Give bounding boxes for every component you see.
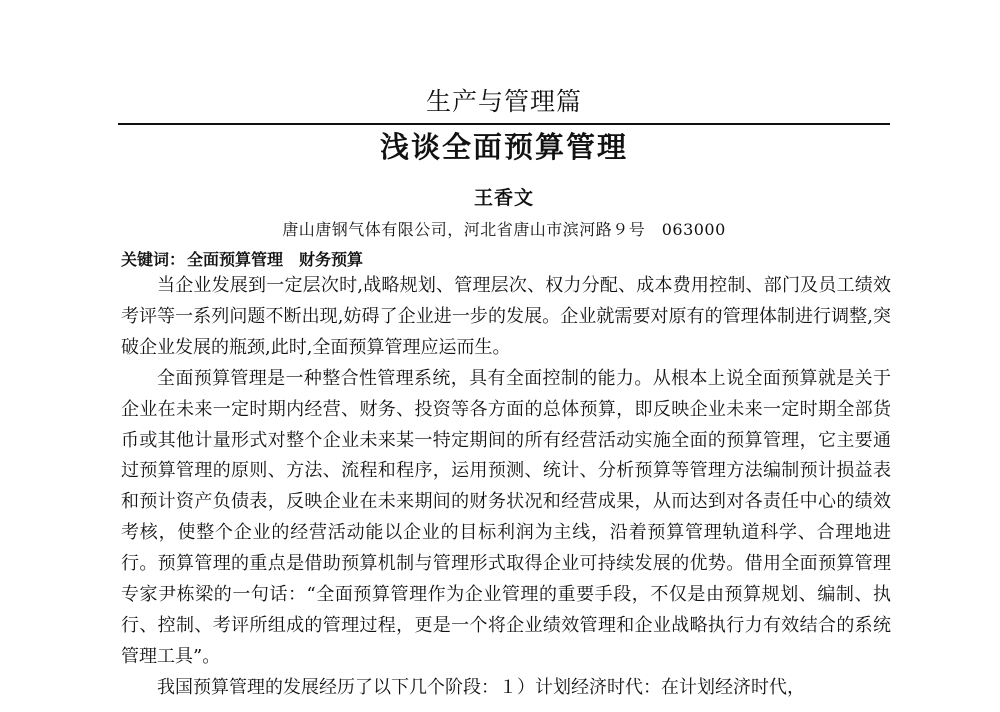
author-name: 王香文 <box>473 187 534 209</box>
article-body <box>121 271 891 704</box>
article-title: 浅谈全面预算管理 <box>379 130 628 164</box>
body-paragraph: 我国预算管理的发展经历了以下几个阶段：１）计划经济时代：在计划经济时代， <box>157 676 805 698</box>
author-affiliation: 唐山唐钢气体有限公司，河北省唐山市滨河路９号 063000 <box>282 220 726 239</box>
body-paragraph: 当企业发展到一定层次时,战略规划、管理层次、权力分配、成本费用控制、部门及员工绩效考评等一系列问题不断出现,妨碍了企业进一步的发展。企业就需要对原有的管理体制进行调整,突破企业发展的瓶颈,此时,全面预算管理应运而生。 <box>121 275 891 358</box>
body-paragraph: 全面预算管理是一种整合性管理系统，具有全面控制的能力。从根本上说全面预算就是关于企业在未来一定时期内经营、财务、投资等各方面的总体预算，即反映企业未来一定时期全部货币或其他计量形式对整个企业未来某一特定期间的所有经营活动实施全面的预算管理，它主要通过预算管理的原则、方法、流程和程序，运用预测、统计、分析预算等管理方法编制预计损益表和预计资产负债表，反映企业在未来期间的财务状况和经营成果，从而达到对各责任中心的绩效考核，使整个企业的经营活动能以企业的目标利润为主线，沿着预算管理轨道科学、合理地进行。预算管理的重点是借助预算机制与管理形式取得企业可持续发展的优势。借用全面预算管理专家尹栋梁的一句话：“全面预算管理作为企业管理的重要手段，不仅是由预算规划、编制、执行、控制、考评所组成的管理过程，更是一个将企业绩效管理和企业战略执行力有效结合的系统管理工具”。 <box>121 367 891 667</box>
header-rule <box>118 123 890 125</box>
keywords <box>121 248 891 272</box>
keywords-value: 全面预算管理 财务预算 <box>187 250 364 269</box>
keywords-label: 关键词： <box>121 250 186 269</box>
section-header: 生产与管理篇 <box>425 87 582 116</box>
